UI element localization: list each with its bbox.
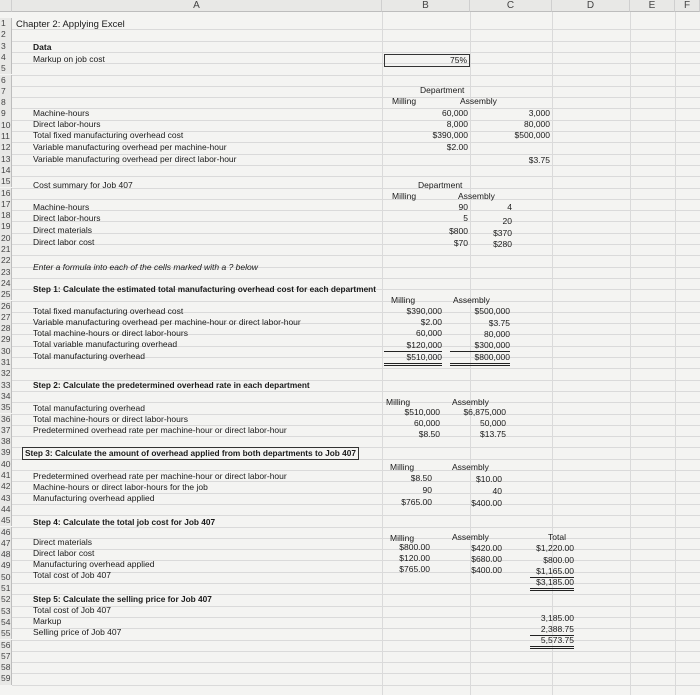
row-gridline <box>12 41 700 42</box>
column-header-e[interactable]: E <box>630 0 675 12</box>
step2-row-label[interactable]: Total machine-hours or direct labor-hours <box>33 414 188 424</box>
cost-summary-heading[interactable]: Cost summary for Job 407 <box>33 180 133 190</box>
instruction-text[interactable]: Enter a formula into each of the cells marked with a ? below <box>33 262 258 272</box>
row-header[interactable]: 13 <box>1 153 11 164</box>
data-row-label[interactable]: Direct labor-hours <box>33 119 101 129</box>
column-divider <box>382 12 383 695</box>
row-header[interactable]: 2 <box>0 29 12 40</box>
row-header[interactable]: 43 <box>1 492 11 503</box>
step5-row-value[interactable]: 5,573.75 <box>530 635 574 649</box>
row-header[interactable]: 40 <box>1 458 11 469</box>
step4-row-milling[interactable]: $765.00 <box>399 564 430 574</box>
row-header[interactable]: 54 <box>1 616 11 627</box>
row-gridline <box>12 572 700 573</box>
column-header-a[interactable]: A <box>12 0 382 12</box>
step4-row-assembly[interactable]: $680.00 <box>471 554 502 564</box>
row-header[interactable]: 10 <box>1 119 11 130</box>
data-row-assembly[interactable]: $500,000 <box>514 130 550 140</box>
row-header[interactable]: 52 <box>1 594 11 605</box>
step1-row-assembly[interactable]: $3.75 <box>488 318 510 328</box>
row-gridline <box>12 108 700 109</box>
row-header[interactable]: 20 <box>1 232 11 243</box>
row-header[interactable]: 35 <box>1 402 11 413</box>
assembly-header[interactable]: Assembly <box>452 462 489 472</box>
data-row-assembly[interactable]: $3.75 <box>528 155 550 165</box>
row-header[interactable]: 45 <box>1 515 11 526</box>
step1-row-label[interactable]: Variable manufacturing overhead per machine-hour or direct labor-hour <box>33 317 301 327</box>
row-header[interactable]: 22 <box>1 255 11 266</box>
row-header[interactable]: 19 <box>1 221 11 232</box>
total-header[interactable]: Total <box>548 532 566 542</box>
column-divider <box>675 12 676 695</box>
step4-row-label[interactable]: Total cost of Job 407 <box>33 570 111 580</box>
step1-row-label[interactable]: Total manufacturing overhead <box>33 351 145 361</box>
row-header[interactable]: 4 <box>0 52 12 63</box>
step4-row-total[interactable]: $800.00 <box>543 555 574 565</box>
milling-header[interactable]: Milling <box>392 191 417 201</box>
cost-row-milling[interactable]: $70 <box>453 238 468 248</box>
cost-row-label[interactable]: Direct materials <box>33 225 93 235</box>
data-row-milling[interactable]: $390,000 <box>432 130 468 140</box>
step2-row-assembly[interactable]: $6,875,000 <box>463 407 506 417</box>
row-gridline <box>12 549 700 550</box>
row-gridline <box>12 640 700 641</box>
step1-row-assembly[interactable]: $800,000 <box>450 352 510 366</box>
row-header[interactable]: 31 <box>1 357 11 367</box>
row-gridline <box>12 210 700 211</box>
row-gridline <box>12 368 700 369</box>
row-gridline <box>12 504 700 505</box>
row-gridline <box>12 538 700 539</box>
row-header[interactable]: 9 <box>0 108 12 119</box>
step4-heading[interactable]: Step 4: Calculate the total job cost for Job 407 <box>33 517 216 527</box>
step4-row-total[interactable]: $1,220.00 <box>536 543 574 553</box>
row-header[interactable]: 28 <box>1 323 11 334</box>
row-header[interactable]: 39 <box>1 447 11 458</box>
row-header[interactable]: 34 <box>1 390 11 401</box>
step3-row-label[interactable]: Machine-hours or direct labor-hours for the job <box>33 482 208 492</box>
step4-row-total[interactable]: $3,185.00 <box>530 577 574 591</box>
row-header[interactable]: 15 <box>1 176 11 187</box>
step5-row-value[interactable]: 2,388.75 <box>530 624 574 636</box>
row-header[interactable]: 50 <box>1 571 11 582</box>
row-gridline <box>12 606 700 607</box>
assembly-header[interactable]: Assembly <box>453 295 490 305</box>
step4-row-milling[interactable]: $120.00 <box>399 553 430 563</box>
step1-row-milling[interactable]: $390,000 <box>406 306 442 316</box>
step1-row-assembly[interactable]: $500,000 <box>474 306 510 316</box>
cost-row-label[interactable]: Direct labor-hours <box>33 213 101 223</box>
step4-row-label[interactable]: Direct materials <box>33 537 93 547</box>
row-gridline <box>12 651 700 652</box>
row-header[interactable]: 42 <box>1 481 11 492</box>
row-gridline <box>12 52 700 53</box>
department-header[interactable]: Department <box>420 85 465 95</box>
cost-row-label[interactable]: Machine-hours <box>33 202 90 212</box>
step2-row-label[interactable]: Predetermined overhead rate per machine-hour or direct labor-hour <box>33 425 287 435</box>
row-header[interactable]: 21 <box>1 244 11 254</box>
step1-row-milling[interactable]: $120,000 <box>384 340 442 352</box>
row-header[interactable]: 38 <box>1 436 11 447</box>
row-header[interactable]: 37 <box>1 424 11 435</box>
row-header[interactable]: 17 <box>1 198 11 209</box>
step1-heading[interactable]: Step 1: Calculate the estimated total manufacturing overhead cost for each department <box>33 284 377 294</box>
row-header[interactable]: 25 <box>1 289 11 300</box>
row-header[interactable]: 11 <box>0 131 12 142</box>
cost-row-milling[interactable]: 5 <box>463 213 468 223</box>
row-gridline <box>12 278 700 279</box>
row-header[interactable]: 1 <box>0 18 12 29</box>
select-all-corner[interactable] <box>0 0 12 12</box>
step1-row-milling[interactable]: $510,000 <box>384 352 442 366</box>
row-gridline <box>12 75 700 76</box>
cost-row-label[interactable]: Direct labor cost <box>33 237 95 247</box>
column-header-c[interactable]: C <box>470 0 552 12</box>
markup-label[interactable]: Markup on job cost <box>33 54 105 64</box>
step4-row-label[interactable]: Direct labor cost <box>33 548 95 558</box>
data-row-assembly[interactable]: 3,000 <box>528 108 550 118</box>
step1-row-assembly[interactable]: $300,000 <box>450 340 510 352</box>
row-header[interactable]: 57 <box>1 650 11 661</box>
row-header[interactable]: 44 <box>1 503 11 514</box>
data-row-milling[interactable]: 8,000 <box>446 119 468 129</box>
row-header[interactable]: 58 <box>1 662 11 673</box>
row-gridline <box>12 673 700 674</box>
cost-row-assembly[interactable]: 4 <box>507 202 512 212</box>
cost-row-assembly[interactable]: 20 <box>502 216 512 226</box>
column-header-f[interactable]: F <box>675 0 700 12</box>
step1-row-label[interactable]: Total fixed manufacturing overhead cost <box>33 306 184 316</box>
step1-row-milling[interactable]: 60,000 <box>416 328 442 338</box>
department-header[interactable]: Department <box>418 180 463 190</box>
step3-row-assembly[interactable]: $400.00 <box>471 498 502 508</box>
row-gridline <box>12 662 700 663</box>
row-gridline <box>12 165 700 166</box>
row-header[interactable]: 32 <box>1 368 11 379</box>
step2-row-milling[interactable]: 60,000 <box>414 418 440 428</box>
row-header[interactable]: 27 <box>1 311 11 322</box>
data-row-assembly[interactable]: 80,000 <box>524 119 550 129</box>
row-header[interactable]: 53 <box>1 605 11 616</box>
row-header[interactable]: 23 <box>1 266 11 277</box>
step3-row-milling[interactable]: $8.50 <box>410 473 432 483</box>
step2-row-assembly[interactable]: $13.75 <box>480 429 506 439</box>
step5-row-label[interactable]: Selling price of Job 407 <box>33 627 122 637</box>
row-gridline <box>12 97 700 98</box>
assembly-header[interactable]: Assembly <box>458 191 495 201</box>
row-header[interactable]: 30 <box>1 345 11 356</box>
row-header[interactable]: 24 <box>1 277 11 288</box>
row-header[interactable]: 59 <box>1 673 11 684</box>
row-gridline <box>12 617 700 618</box>
step4-row-assembly[interactable]: $420.00 <box>471 543 502 553</box>
row-gridline <box>12 436 700 437</box>
step3-row-assembly[interactable]: 40 <box>492 486 502 496</box>
step3-row-milling[interactable]: $765.00 <box>401 497 432 507</box>
step5-row-label[interactable]: Markup <box>33 616 62 626</box>
row-header[interactable]: 51 <box>1 583 11 593</box>
row-header[interactable]: 49 <box>1 560 11 571</box>
row-header[interactable]: 5 <box>0 63 12 74</box>
step1-row-label[interactable]: Total machine-hours or direct labor-hours <box>33 328 188 338</box>
row-gridline <box>12 86 700 87</box>
row-header[interactable]: 18 <box>1 210 11 221</box>
cost-row-milling[interactable]: 90 <box>458 202 468 212</box>
step3-row-milling[interactable]: 90 <box>422 485 432 495</box>
step2-row-milling[interactable]: $8.50 <box>418 429 440 439</box>
step4-row-label[interactable]: Manufacturing overhead applied <box>33 559 155 569</box>
row-gridline <box>12 120 700 121</box>
row-header[interactable]: 56 <box>1 639 11 650</box>
step5-row-value[interactable]: 3,185.00 <box>540 613 574 623</box>
step3-row-label[interactable]: Manufacturing overhead applied <box>33 493 155 503</box>
assembly-header[interactable]: Assembly <box>452 532 489 542</box>
row-gridline <box>12 685 700 686</box>
row-header[interactable]: 33 <box>1 379 11 390</box>
step2-row-label[interactable]: Total manufacturing overhead <box>33 403 145 413</box>
row-header[interactable]: 26 <box>1 300 11 311</box>
assembly-header[interactable]: Assembly <box>460 96 497 106</box>
row-header[interactable]: 6 <box>0 75 12 86</box>
data-row-milling[interactable]: $2.00 <box>446 142 468 152</box>
column-divider <box>630 12 631 695</box>
milling-header[interactable]: Milling <box>392 96 417 106</box>
markup-value[interactable]: 75% <box>384 54 470 67</box>
step4-row-total[interactable]: $1,165.00 <box>530 566 574 578</box>
row-gridline <box>12 233 700 234</box>
row-header[interactable]: 41 <box>1 470 11 480</box>
step1-row-label[interactable]: Total variable manufacturing overhead <box>33 339 178 349</box>
step5-row-label[interactable]: Total cost of Job 407 <box>33 605 111 615</box>
step2-row-assembly[interactable]: 50,000 <box>480 418 506 428</box>
row-gridline <box>12 199 700 200</box>
step4-row-milling[interactable]: $800.00 <box>399 542 430 552</box>
step1-row-milling[interactable]: $2.00 <box>420 317 442 327</box>
column-header-b[interactable]: B <box>382 0 470 12</box>
data-row-label[interactable]: Variable manufacturing overhead per direct labor-hour <box>33 154 237 164</box>
data-row-label[interactable]: Machine-hours <box>33 108 90 118</box>
step1-row-assembly[interactable]: 80,000 <box>484 329 510 339</box>
column-header-d[interactable]: D <box>552 0 630 12</box>
step3-row-assembly[interactable]: $10.00 <box>476 474 502 484</box>
milling-header[interactable]: Milling <box>386 397 411 407</box>
row-header[interactable]: 16 <box>1 187 11 198</box>
step3-row-label[interactable]: Predetermined overhead rate per machine-hour or direct labor-hour <box>33 471 287 481</box>
cost-row-assembly[interactable]: $370 <box>493 228 512 238</box>
assembly-header[interactable]: Assembly <box>452 397 489 407</box>
row-header[interactable]: 46 <box>1 526 11 537</box>
milling-header[interactable]: Milling <box>390 533 415 543</box>
row-gridline <box>12 301 700 302</box>
sheet-title[interactable]: Chapter 2: Applying Excel <box>16 19 125 30</box>
row-gridline <box>12 255 700 256</box>
milling-header[interactable]: Milling <box>390 462 415 472</box>
step4-row-assembly[interactable]: $400.00 <box>471 565 502 575</box>
data-heading[interactable]: Data <box>33 42 52 52</box>
data-row-label[interactable]: Total fixed manufacturing overhead cost <box>33 130 184 140</box>
row-header[interactable]: 14 <box>1 164 11 175</box>
row-gridline <box>12 583 700 584</box>
row-header[interactable]: 55 <box>1 628 11 639</box>
data-row-label[interactable]: Variable manufacturing overhead per machine-hour <box>33 142 227 152</box>
milling-header[interactable]: Milling <box>391 295 416 305</box>
row-header[interactable]: 8 <box>0 97 12 108</box>
step3-heading[interactable]: Step 3: Calculate the amount of overhead applied from both departments to Job 407 <box>22 447 359 460</box>
cost-row-assembly[interactable]: $280 <box>493 239 512 249</box>
row-header[interactable]: 3 <box>0 41 12 52</box>
row-gridline <box>12 244 700 245</box>
row-header[interactable]: 36 <box>1 413 11 424</box>
step2-row-milling[interactable]: $510,000 <box>404 407 440 417</box>
step2-heading[interactable]: Step 2: Calculate the predetermined overhead rate in each department <box>33 380 310 390</box>
column-divider <box>552 12 553 695</box>
row-gridline <box>12 391 700 392</box>
row-header[interactable]: 7 <box>0 86 12 97</box>
row-gridline <box>12 176 700 177</box>
row-header[interactable]: 48 <box>1 549 11 560</box>
row-gridline <box>12 221 700 222</box>
row-header[interactable]: 47 <box>1 537 11 548</box>
row-header[interactable]: 12 <box>1 142 11 153</box>
step5-heading[interactable]: Step 5: Calculate the selling price for Job 407 <box>33 594 212 604</box>
row-gridline <box>12 63 700 64</box>
data-row-milling[interactable]: 60,000 <box>442 108 468 118</box>
cost-row-milling[interactable]: $800 <box>449 226 468 236</box>
row-header[interactable]: 29 <box>1 334 11 345</box>
